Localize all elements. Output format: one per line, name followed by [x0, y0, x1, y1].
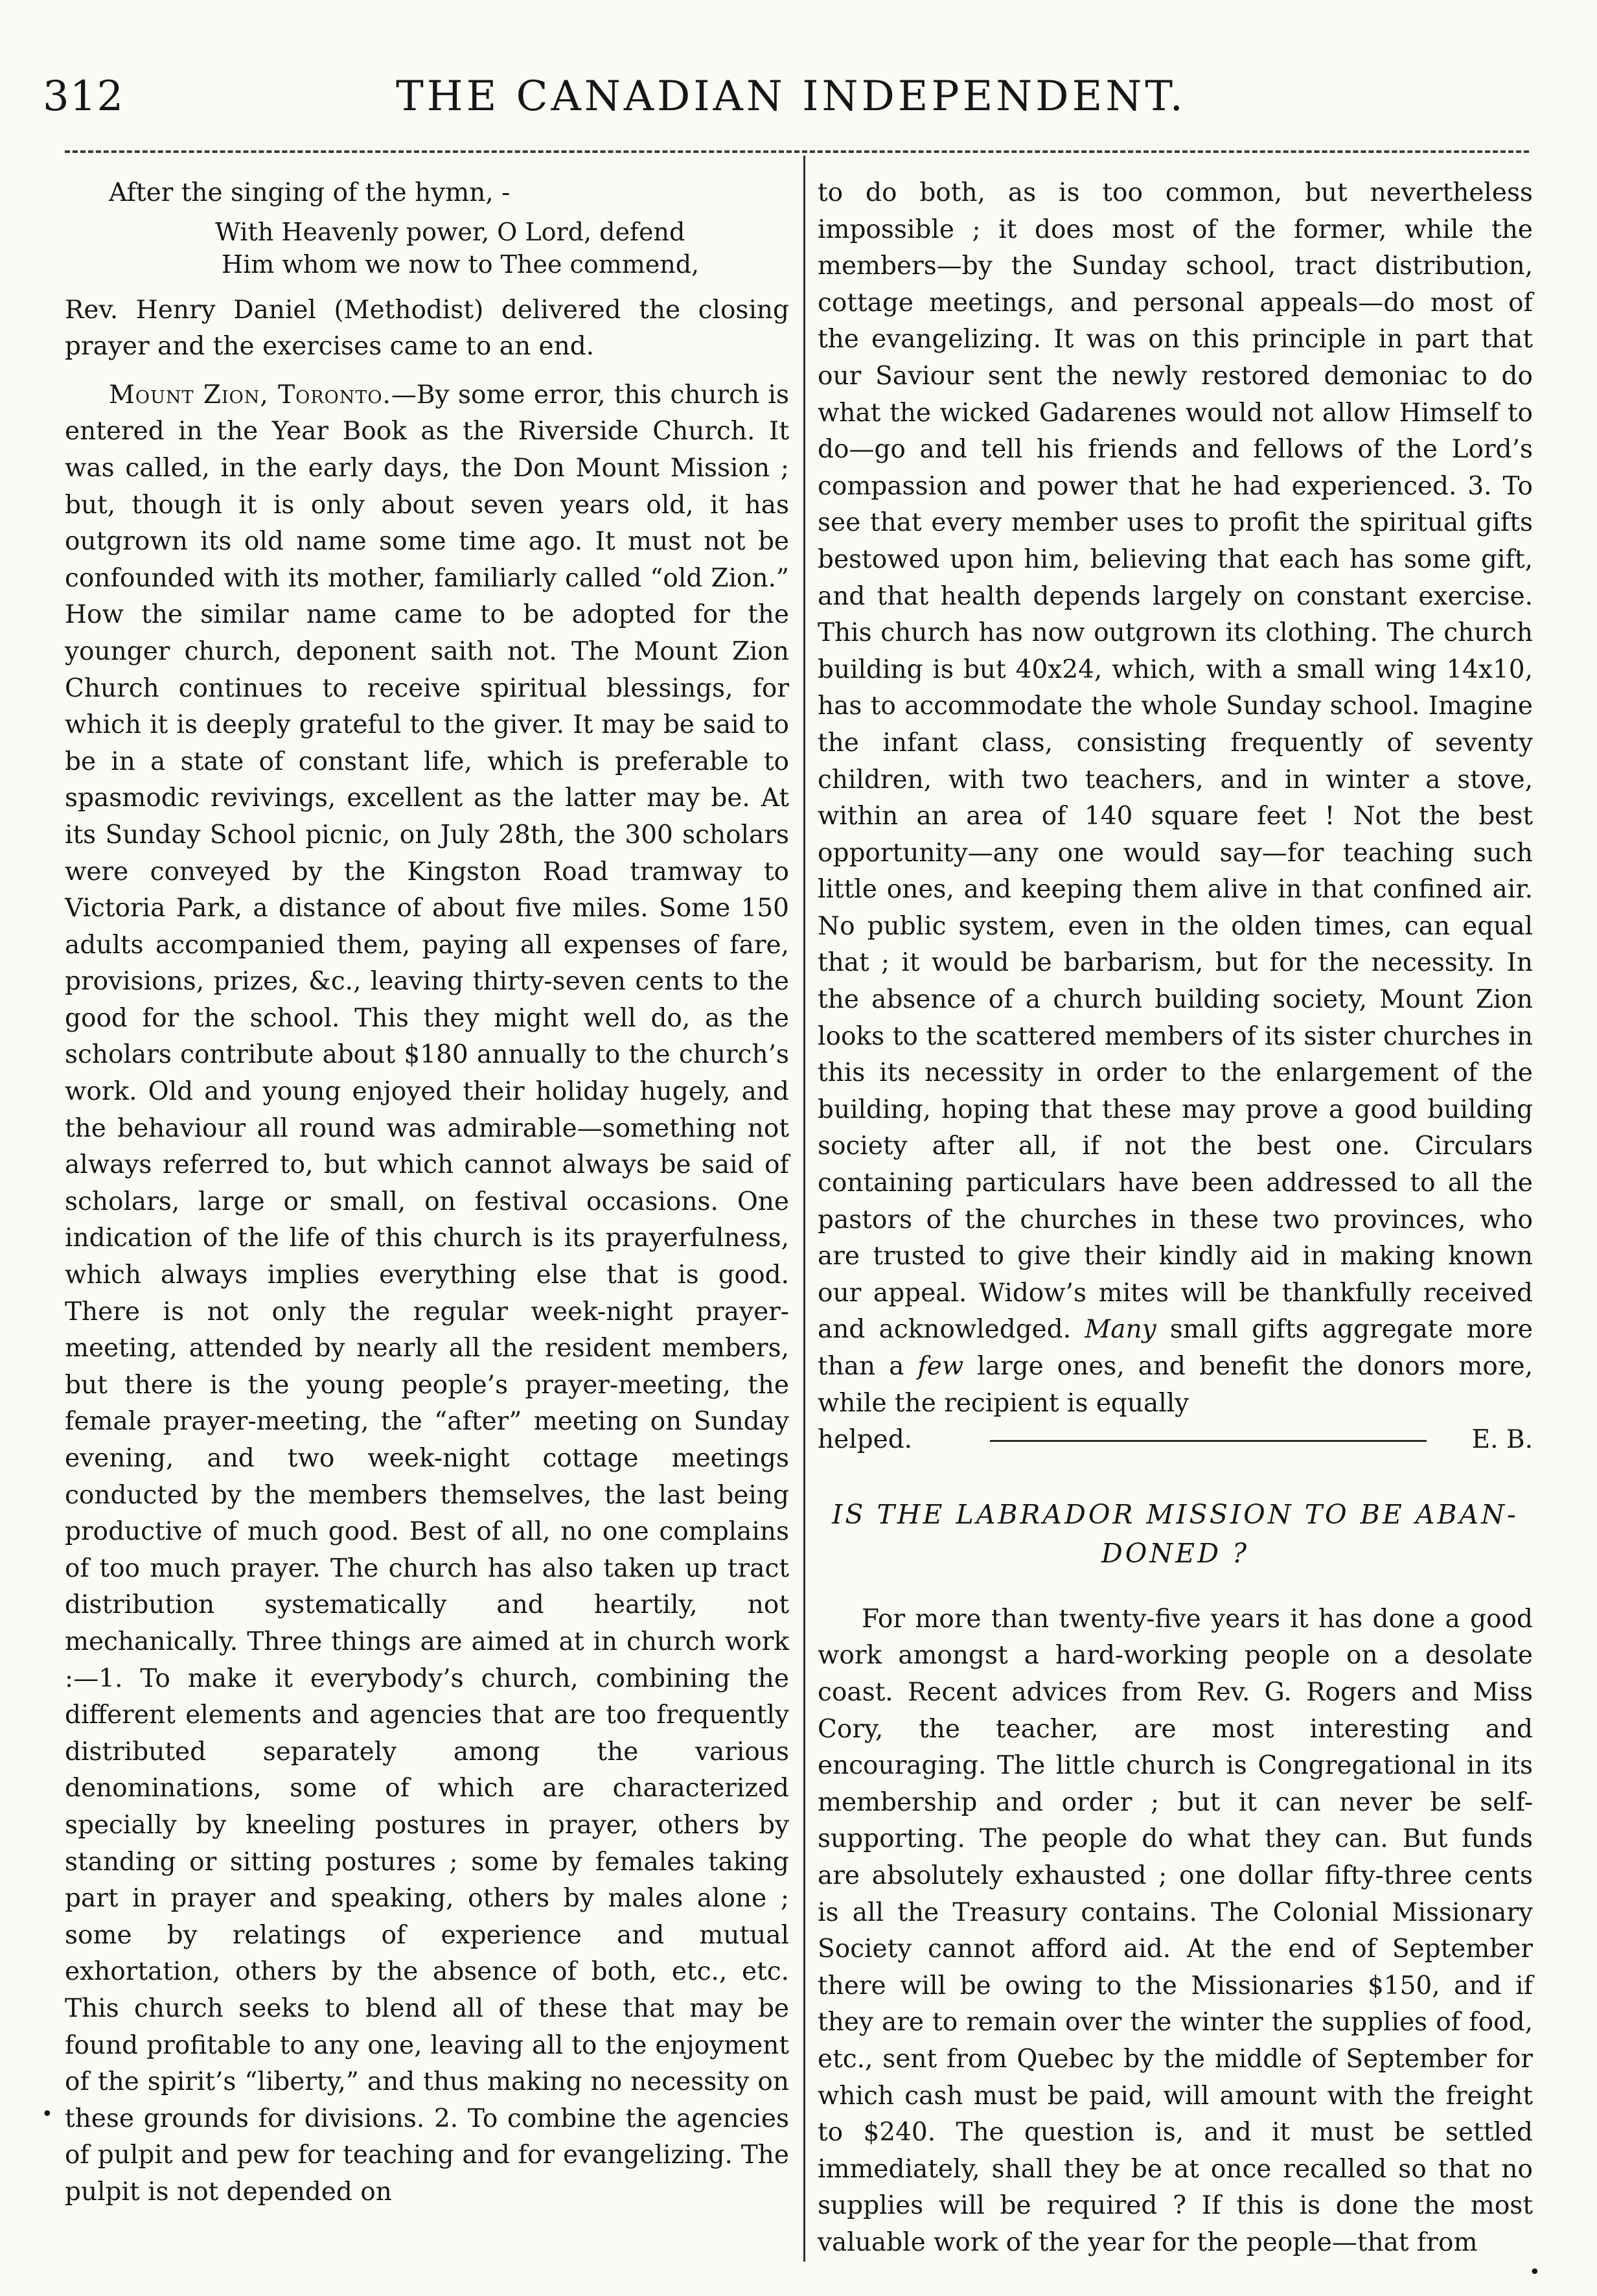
many-word: Many — [1085, 1315, 1156, 1345]
mount-zion-text: —By some error, this church is entered in the Year Book as the Riverside Church. It was called, in the early days, the Don Mount Mission ; but, though it is only about seven years old, it has outgrown its old name some time ago. It must not be confounded with its mother, familiarly called “old Zion.” How the similar name came to be adopted for the younger church, deponent saith not. The Mount Zion Church continues to receive spiritual blessings, for which it is deeply grateful to the giver. It may be said to be in a state of constant life, which is preferable to spasmodic revivings, excellent as the latter may be. At its Sunday School picnic, on July 28th, the 300 scholars were conveyed by the Kingston Road tramway to Victoria Park, a distance of about five miles. Some 150 adults accompanied them, paying all expenses of fare, provisions, prizes, &c., leaving thirty-seven cents to the good for the school. This they might well do, as the scholars contribute about $180 annually to the church’s work. Old and young enjoyed their holiday hugely, and the behaviour all round was admirable—something not always referred to, but which cannot always be said of scholars, large or small, on festival occasions. One indication of the life of this church is its prayerfulness, which always implies everything else that is good. There is not only the regular week-night prayer-meeting, attended by nearly all the resident members, but there is the young people’s prayer-meeting, the female prayer-meeting, the “after” meeting on Sunday evening, and two week-night cottage meetings conducted by the members themselves, the last being productive of much good. Best of all, no one complains of too much prayer. The church has also taken up tract distribution systematically and heartily, not mechanically. Three things are aimed at in church work :—1. To make it everybody’s church, combining the different elements and agencies that are too frequently distributed separately among the various denominations, some of which are characterized specially by kneeling postures in prayer, others by standing or sitting postures ; some by females taking part in prayer and speaking, others by males alone ; some by relatings of experience and mutual exhortation, others by the absence of both, etc., etc. This church seeks to blend all of these that may be found profitable to any one, leaving all to the enjoyment of the spirit’s “liberty,” and thus making no necessity on these grounds for divisions. 2. To combine the agencies of pulpit and pew for teaching and for evangelizing. The pulpit is not depended on — [65, 380, 790, 2207]
article-title-line-1: IS THE LABRADOR MISSION TO BE ABAN- — [832, 1498, 1519, 1530]
page-number: 312 — [43, 73, 124, 121]
left-column — [65, 175, 789, 2210]
labrador-paragraph: For more than twenty-five years it has done a good work amongst a hard-working people on a desolate coast. Recent advices from Rev. G. Rogers and Miss Cory, the teacher, are most interesting and encouraging. The little church is Congregational in its membership and order ; but it can never be self-supporting. The people do what they can. But funds are absolutely exhausted ; one dollar fifty-three cents is all the Treasury contains. The Colonial Missionary Society cannot afford aid. At the end of September there will be owing to the Missionaries $150, and if they are to remain over the winter the supplies of food, etc., sent from Quebec by the middle of September for which cash must be paid, will amount with the freight to $240. The question is, and it must be settled immediately, shall they be at once recalled so that no supplies will be required ? If this is done the most valuable work of the year for the people—that from — [818, 1604, 1533, 2257]
article-title-line-2: DONED ? — [1101, 1537, 1250, 1569]
header-rule — [65, 150, 1529, 153]
mount-zion-paragraph — [65, 377, 789, 2211]
continued-text: to do both, as is too common, but nevertheless impossible ; it does most of the former, while the members—by the Sunday school, tract distribution, cottage meetings, and personal appeals—do most of the evangelizing. It was on this principle in part that our Saviour sent the newly restored demoniac to do what the wicked Gadarenes would not allow Himself to do—go and tell his friends and fellows of the Lord’s compassion and power that he had experienced. 3. To see that every member uses to profit the spiritual gifts bestowed upon him, believing that each has some gift, and that health depends largely on constant exercise. This church has now outgrown its clothing. The church building is but 40x24, which, with a small wing 14x10, has to accommodate the whole Sunday school. Imagine the infant class, consisting frequently of seventy children, with two teachers, and in winter a stove, within an area of 140 square feet ! Not the best opportunity—any one would say—for teaching such little ones, and keeping them alive in that confined air. No public system, even in the olden times, can equal that ; it would be barbarism, but for the necessity. In the absence of a church building society, Mount Zion looks to the scattered members of its sister churches in this its necessity in order to the enlargement of the building, hoping that these may prove a good building society after all, if not the best one. Circulars containing particulars have been addressed to all the pastors of the churches in these two provinces, who are trusted to give their kindly aid in making known our appeal. Widow’s mites will be thankfully received and acknowledged. — [818, 178, 1533, 1345]
hymn-line-1: With Heavenly power, O Lord, defend — [215, 217, 685, 246]
section-rule — [990, 1440, 1427, 1442]
column-divider — [803, 156, 805, 2262]
stray-mark-right: • — [1529, 2261, 1541, 2284]
mount-zion-heading: Mount Zion, Toronto. — [109, 380, 391, 410]
small-gifts-text: small gifts aggregate more than a — [818, 1315, 1533, 1381]
article-title — [818, 1495, 1533, 1573]
signature-line — [818, 1422, 1533, 1459]
ending-text: large ones, and benefit the donors more, while the recipient is equally — [818, 1352, 1533, 1418]
closing-prayer-paragraph: Rev. Henry Daniel (Methodist) delivered the closing prayer and the exercises came to an end. — [65, 295, 789, 362]
few-word: few — [917, 1352, 964, 1381]
hymn-verse — [215, 216, 789, 281]
hymn-line-2: Him whom we now to Thee commend, — [222, 249, 700, 279]
helped-word: helped. — [818, 1425, 913, 1455]
signature: E. B. — [1471, 1425, 1533, 1455]
continued-paragraph — [818, 175, 1533, 1422]
running-title: THE CANADIAN INDEPENDENT. — [396, 73, 1186, 121]
page-header — [43, 73, 1539, 124]
stray-mark-left: • — [41, 2103, 53, 2126]
hymn-intro: After the singing of the hymn, - — [109, 178, 511, 207]
right-column — [818, 175, 1533, 2261]
